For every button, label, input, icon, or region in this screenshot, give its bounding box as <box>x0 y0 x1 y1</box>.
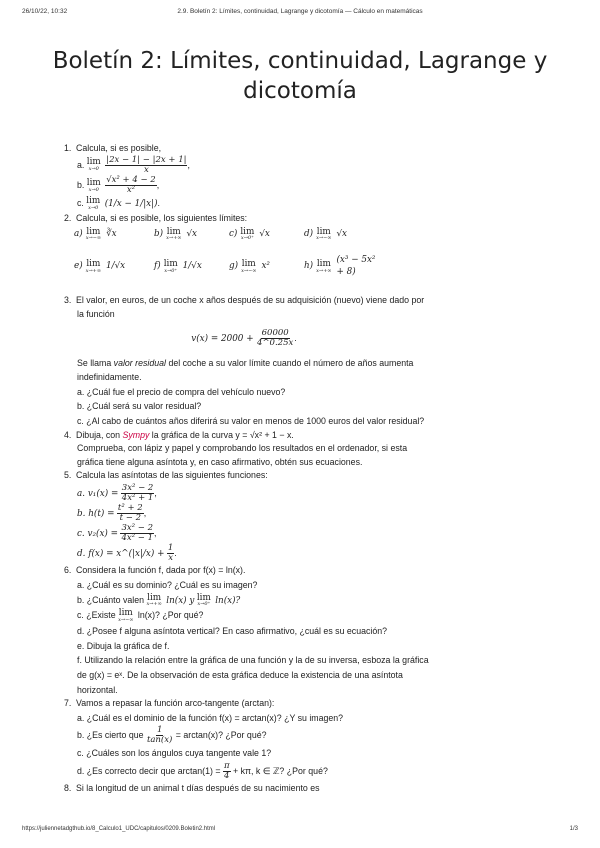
fraction: $\frac{\text{√x² + 4 − 2}}{\text{x²}}$ <box>106 175 156 196</box>
limit-operator: lim x→0 <box>86 177 101 193</box>
exercise-number: 4. <box>64 429 72 440</box>
limit-item: d) lim x→−∞ √x <box>304 226 348 242</box>
exercise-5: 5. Calcula las asíntotas de las siguientes funciones: a. v₁(x) = $\frac{\text{3x² − 2}}{\text{4x² + 1}}$ , b. h(t) = $\frac{\text{t² + 2}}{t - 2}$ , c. v₂(x) = $\frac{\text{3x² − 2}}{\text{4x² − 1}}$ , d. f(x) = x^(|x|/x) + $\frac{1}{x}$ . <box>64 470 268 563</box>
exercise-number: 5. <box>64 470 72 481</box>
limit-item: f) lim x→0⁺ 1/√x <box>154 259 202 274</box>
exercise-number: 2. <box>64 213 72 224</box>
exercise-8: 8. Si la longitud de un animal t días después de su nacimiento es <box>64 782 320 793</box>
exercise-text: Calcula, si es posible, los siguientes límites: <box>76 213 248 224</box>
limit-item: g) lim x→−∞ x² <box>229 259 270 274</box>
exercise-number: 8. <box>64 782 72 793</box>
print-url: https://juliennetadgthub.io/8_Calculo1_UDC/capitulos/0209.Boletin2.html <box>22 826 216 832</box>
exercise-number: 7. <box>64 698 72 709</box>
exercise-1a: a. lim x→0 $\frac{|2x - 1| - |2x + 1|}{x}$ , <box>77 154 190 175</box>
fraction: $\frac{|2x - 1| - |2x + 1|}{x}$ <box>106 154 187 175</box>
exercise-number: 1. <box>64 143 72 153</box>
limit-operator: lim x→0 <box>86 157 101 172</box>
print-page-title: 2.9. Boletín 2: Límites, continuidad, Lagrange y dicotomía — Cálculo en matemáticas <box>177 8 423 15</box>
limit-item: b) lim x→+∞ √x <box>154 226 198 242</box>
print-page-number: 1/3 <box>569 826 578 832</box>
value-formula: v(x) = 2000 + $\frac{60000}{4\^{}0.25x}$ . <box>191 327 297 348</box>
exercise-2 <box>64 213 424 279</box>
limit-item: e) lim x→+∞ 1/√x <box>74 259 126 274</box>
print-timestamp: 26/10/22, 10:32 <box>22 8 68 15</box>
exercise-number: 6. <box>64 565 72 576</box>
exercise-1c: c. lim x→0 (1/x − 1/|x|). <box>77 196 160 212</box>
exercise-list <box>64 143 429 794</box>
print-header <box>22 8 578 20</box>
exercise-3: 3. El valor, en euros, de un coche x años después de su adquisición (nuevo) viene dado por la función v(x) = 2000 + $\frac{60000}{4\^{}0.25x}$ . Se llama valor residual del coche a su valor límite cuando el número de años aumenta indefinidamente. a. ¿Cuál fue el precio de compra del vehículo nuevo? b. ¿Cuál será su valor residual? c. ¿Al cabo de cuántos años diferirá su valor en menos de 1000 euros del valor residual? <box>64 294 425 427</box>
exercise-6: 6. Considera la función f, dada por f(x) = ln(x). a. ¿Cuál es su dominio? ¿Cuál es su imagen? b. ¿Cuánto valen lim x→+∞ ln(x) y lim x→0⁺ ln(x)? c. ¿Existe lim x→−∞ ln(x)? ¿Por qué? d. ¿Posee f alguna asíntota vertical? En caso afirmativo, ¿cuál es su ecuación? e. Dibuja la gráfica de f. f. Utilizando la relación entre la gráfica de una función y la de su inversa, esboza la gráfica de g(x) = eˣ. De la observación de esta gráfica deduce la existencia de una asíntota horizontal. <box>64 565 429 695</box>
exercise-4: 4. Dibuja, con Sympy la gráfica de la curva y = √x² + 1 − x. Comprueba, con lápiz y papel y comprobando los resultados en el ordenador, si esta gráfica tiene alguna asíntota y, en caso afirmativo, obtén sus ecuaciones. <box>64 429 408 467</box>
page-title: Boletín 2: Límites, continuidad, Lagrange y dicotomía <box>52 48 548 104</box>
print-footer <box>22 826 578 838</box>
limits-grid <box>64 228 424 242</box>
limit-item: c) lim x→0⁺ √x <box>229 226 270 242</box>
exercise-number: 3. <box>64 294 72 305</box>
exercise-1 <box>64 143 424 211</box>
limit-operator: lim x→0 <box>86 196 101 212</box>
exercise-1b: b. lim x→0 $\frac{\text{√x² + 4 − 2}}{\text{x²}}$ , <box>77 175 160 196</box>
exercise-text: Calcula, si es posible, <box>76 143 162 153</box>
limits-grid <box>64 255 424 278</box>
limit-item: h) lim x→+∞ (x³ − 5x² + 8) <box>304 255 376 278</box>
sympy-link[interactable]: Sympy <box>122 429 150 440</box>
exercise-7: 7. Vamos a repasar la función arco-tangente (arctan): a. ¿Cuál es el dominio de la función f(x) = arctan(x)? ¿Y su imagen? b. ¿Es cierto que $\frac{1}{\tan(x)}$ = arctan(x)? ¿Por qué? c. ¿Cuáles son los ángulos cuya tangente vale 1? d. ¿Es correcto decir que arctan(1) = $\frac{\pi}{4}$ + kπ, k ∈ ℤ? ¿Por qué? <box>64 698 344 781</box>
limit-item: a) lim x→−∞ ∛x <box>74 226 117 242</box>
